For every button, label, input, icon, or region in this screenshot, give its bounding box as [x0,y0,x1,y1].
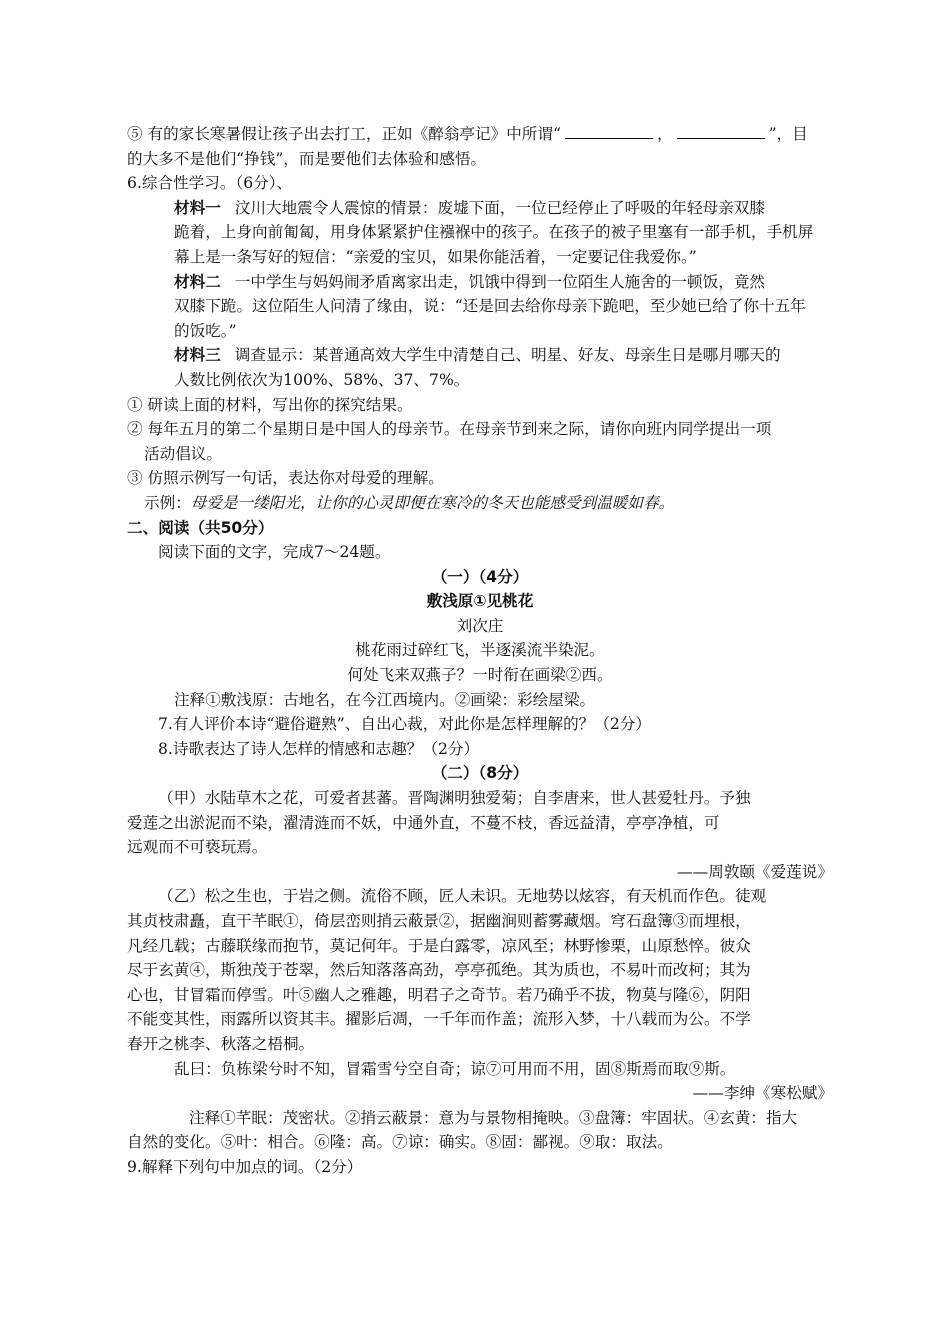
q6-material1-line3: 幕上是一条写好的短信：“亲爱的宝贝，如果你能活着，一定要记住我爱你。” [174,247,697,266]
q6-material1-line2: 跪着，上身向前匍匐，用身体紧紧护住襁褓中的孩子。在孩子的被子里塞有一部手机，手机屏 [174,223,814,242]
part1-heading: （一）（4分） [431,567,529,586]
section2-intro: 阅读下面的文字，完成7～24题。 [158,543,391,562]
yi-note-line1: 注释①芊眠：茂密状。②捎云蔽景：意为与景物相掩映。③盘簿：牢固状。④玄黄：指大 [189,1108,798,1127]
yi-note-line2: 自然的变化。⑤叶：相合。⑥隆：高。⑦谅：确实。⑧固：鄙视。⑨取：取法。 [127,1133,673,1152]
q6-material2-line1 [127,270,833,295]
section2-heading: 二、阅读（共50分） [127,518,274,537]
jia-line2: 爱莲之出淤泥而不染，濯清涟而不妖，中通外直，不蔓不枝，香远益清，亭亭净植，可 [127,813,720,832]
q6-material1-line1 [127,196,833,221]
example-label: 示例： [144,493,191,512]
answer-blank-2[interactable] [677,124,765,139]
question-9: 9.解释下列句中加点的词。（2分） [127,1157,363,1176]
answer-blank-1[interactable] [565,124,653,139]
q6-sub1: ① 研读上面的材料，写出你的探究结果。 [127,395,413,414]
q6-material3-line2: 人数比例依次为100%、58%、37、7%。 [174,370,470,389]
q6-example [127,491,833,516]
q5-item5-pre: ⑤ 有的家长寒暑假让孩子出去打工，正如《醉翁亭记》中所谓“ [127,125,561,143]
yi-line5: 心也，甘冒霜而停雪。叶⑤幽人之雅趣，明君子之奇节。若乃确乎不拔，物莫与隆⑥，阴阳 [127,985,751,1004]
material1-text1: 汶川大地震令人震惊的情景：废墟下面，一位已经停止了呼吸的年轻母亲双膝 [234,198,765,217]
q5-item5-post: ”，目 [768,125,808,143]
q5-item5-mid: ， [656,125,673,143]
material2-label: 材料二 [174,272,221,291]
material2-text1: 一中学生与妈妈闹矛盾离家出走，饥饿中得到一位陌生人施舍的一顿饭，竟然 [234,272,765,291]
yi-line4: 尽于玄黄④，斯独茂于苍翠，然后知落落高劲，亭亭孤绝。其为质也，不易叶而改柯；其为 [127,961,751,980]
example-text: 母爱是一缕阳光，让你的心灵即便在寒冷的冬天也能感受到温暖如春。 [190,493,675,512]
yi-line1: （乙）松之生也，于岩之侧。流俗不顾，匠人未识。无地势以炫容，有天机而作色。徒观 [158,887,767,906]
jia-line1: （甲）水陆草木之花，可爱者甚蕃。晋陶渊明独爱菊；自李唐来，世人甚爱牡丹。予独 [158,789,751,808]
q6-material2-line3: 的饭吃。” [174,321,237,340]
material1-label: 材料一 [174,198,221,217]
yi-line2: 其贞枝肃矗，直干芊眠①，倚层峦则捎云蔽景②，据幽涧则蓄雾藏烟。穹石盘簿③而埋根， [127,912,751,930]
q6-title: 6.综合性学习。（6分）、 [127,174,293,193]
yi-line7: 春开之桃李、秋落之梧桐。 [127,1034,315,1053]
question-8: 8.诗歌表达了诗人怎样的情感和志趣？（2分） [158,739,480,758]
q5-item5-line2: 的大多不是他们“挣钱”，而是要他们去体验和感悟。 [127,149,487,168]
poem-line2: 何处飞来双燕子？一时衔在画梁②西。 [347,666,613,685]
q6-material3-line1 [127,343,833,368]
jia-source: ——周敦颐《爱莲说》 [677,862,833,881]
yi-luan: 乱曰：负栋梁兮时不知，冒霜雪兮空自奇；谅⑦可用而不用，固⑧斯焉而取⑨斯。 [174,1059,736,1078]
jia-line3: 远观而不可亵玩焉。 [127,838,268,857]
q6-sub3: ③ 仿照示例写一句话，表达你对母爱的理解。 [127,469,444,488]
q5-item5-line1 [127,122,833,147]
poem-line1: 桃花雨过碎红飞，半逐溪流半染泥。 [355,641,605,660]
poem-title: 敷浅原①见桃花 [426,592,534,611]
yi-line3: 凡经几载；古藤联缘而抱节，莫记何年。于是白露零，凉风至；林野惨栗，山原愁悴。彼众 [127,936,751,955]
poem-author: 刘次庄 [456,616,504,635]
exam-page [127,122,833,1180]
material3-text1: 调查显示：某普通高效大学生中清楚自己、明星、好友、母亲生日是哪月哪天的 [234,346,781,365]
q6-sub2-line1: ② 每年五月的第二个星期日是中国人的母亲节。在母亲节到来之际，请你向班内同学提出一项 [127,420,772,439]
yi-line6: 不能变其性，雨露所以资其丰。擢影后凋，一千年而作盖；流形入梦，十八载而为公。不学 [127,1010,751,1029]
part2-heading: （二）（8分） [431,764,529,783]
material3-label: 材料三 [174,346,221,365]
q6-material2-line2: 双膝下跪。这位陌生人问清了缘由，说：“还是回去给你母亲下跪吧，至少她已给了你十五年 [174,297,806,316]
poem-note: 注释①敷浅原：古地名，在今江西境内。②画梁：彩绘屋梁。 [174,690,596,709]
q6-sub2-line2: 活动倡议。 [144,444,222,463]
question-7: 7.有人评价本诗“避俗避熟”、自出心裁，对此你是怎样理解的？（2分） [158,715,651,734]
yi-source: ——李绅《寒松赋》 [692,1084,833,1103]
